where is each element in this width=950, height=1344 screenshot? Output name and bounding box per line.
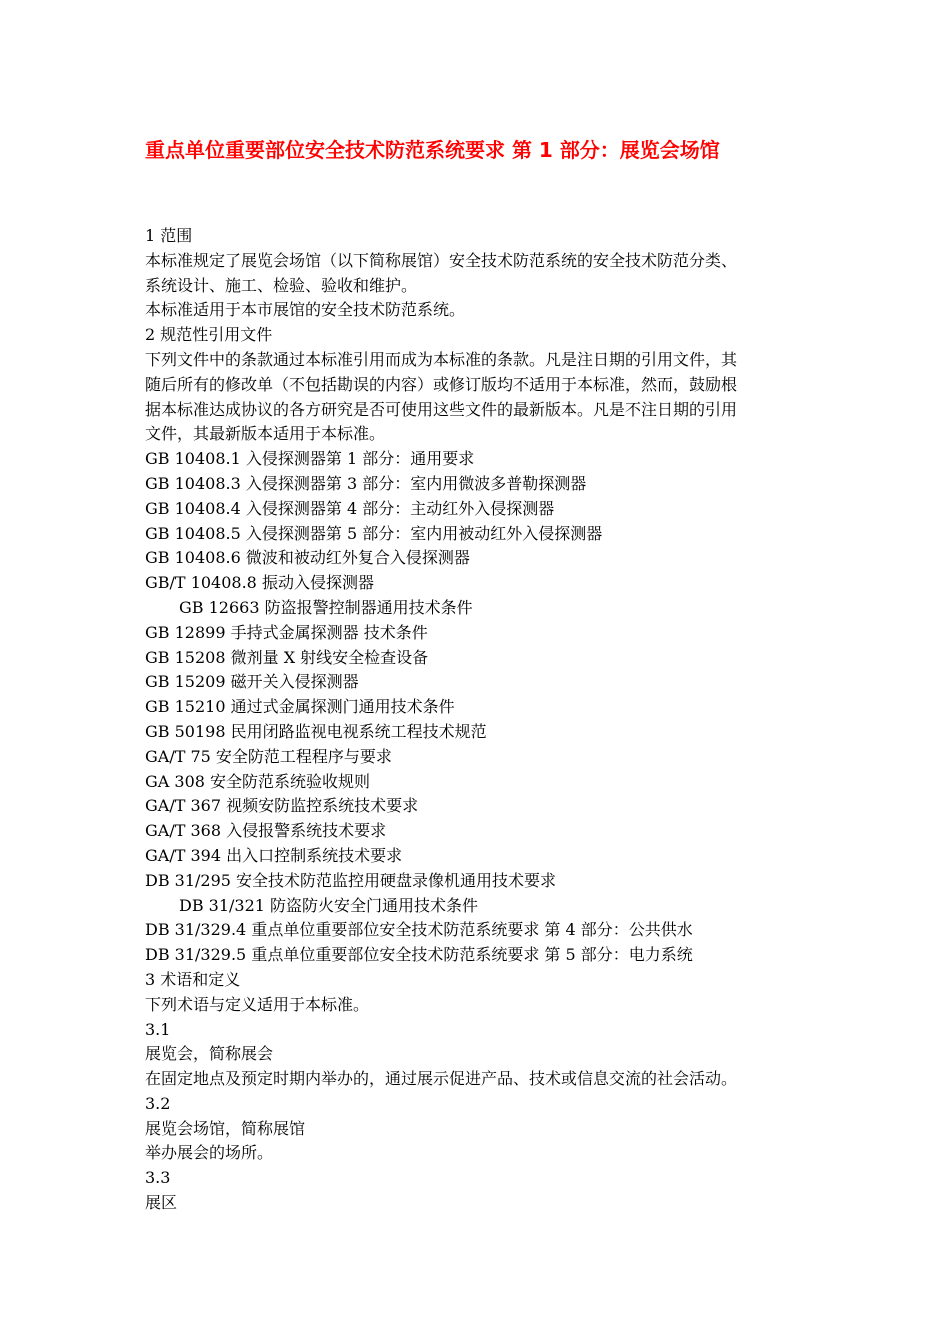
text-line: GB 10408.4 入侵探测器第 4 部分：主动红外入侵探测器 <box>145 498 555 518</box>
text-line: DB 31/321 防盗防火安全门通用技术条件 <box>179 895 479 915</box>
text-line: DB 31/329.4 重点单位重要部位安全技术防范系统要求 第 4 部分：公共供水 <box>145 920 693 940</box>
text-line: GA/T 367 视频安防监控系统技术要求 <box>145 796 419 816</box>
text-line: 3.2 <box>145 1093 171 1113</box>
text-line: 3.1 <box>145 1019 171 1039</box>
text-line: 展览会场馆，简称展馆 <box>145 1118 306 1138</box>
text-line: 2 规范性引用文件 <box>145 325 273 345</box>
text-line: 展览会，简称展会 <box>145 1044 274 1064</box>
text-line: 本标准适用于本市展馆的安全技术防范系统。 <box>145 300 466 320</box>
text-line: GB 50198 民用闭路监视电视系统工程技术规范 <box>145 721 487 741</box>
text-line: 1 范围 <box>145 226 193 245</box>
text-line: 展区 <box>145 1193 178 1213</box>
text-line: 本标准规定了展览会场馆（以下简称展馆）安全技术防范系统的安全技术防范分类、 <box>145 250 738 270</box>
text-line: GB 10408.3 入侵探测器第 3 部分：室内用微波多普勒探测器 <box>145 473 587 493</box>
text-line: GB 10408.1 入侵探测器第 1 部分：通用要求 <box>145 449 475 469</box>
text-line: 下列术语与定义适用于本标准。 <box>145 994 370 1014</box>
text-line: GB 15209 磁开关入侵探测器 <box>145 672 359 692</box>
text-line: GB 12663 防盗报警控制器通用技术条件 <box>179 597 473 617</box>
text-line: 在固定地点及预定时期内举办的，通过展示促进产品、技术或信息交流的社会活动。 <box>145 1069 738 1089</box>
text-line: 据本标准达成协议的各方研究是否可使用这些文件的最新版本。凡是不注日期的引用 <box>145 399 738 419</box>
text-line: GB 10408.5 入侵探测器第 5 部分：室内用被动红外入侵探测器 <box>145 523 603 543</box>
text-line: DB 31/295 安全技术防范监控用硬盘录像机通用技术要求 <box>145 870 557 890</box>
document-title: 重点单位重要部位安全技术防范系统要求 第 1 部分：展览会场馆 <box>145 138 720 162</box>
text-line: 随后所有的修改单（不包括勘误的内容）或修订版均不适用于本标准，然而，鼓励根 <box>145 374 738 394</box>
text-line: 3 术语和定义 <box>145 969 241 989</box>
text-line: GB/T 10408.8 振动入侵探测器 <box>145 573 374 593</box>
text-line: GA/T 368 入侵报警系统技术要求 <box>145 821 387 841</box>
text-line: GB 15210 通过式金属探测门通用技术条件 <box>145 697 455 717</box>
text-line: 举办展会的场所。 <box>145 1143 274 1163</box>
text-line: DB 31/329.5 重点单位重要部位安全技术防范系统要求 第 5 部分：电力系统 <box>145 945 693 965</box>
document-body <box>145 224 805 1216</box>
text-line: GA/T 394 出入口控制系统技术要求 <box>145 845 403 865</box>
text-line: GB 15208 微剂量 X 射线安全检查设备 <box>145 647 429 667</box>
text-line: 3.3 <box>145 1168 171 1188</box>
text-line: GB 10408.6 微波和被动红外复合入侵探测器 <box>145 548 470 568</box>
text-line: 系统设计、施工、检验、验收和维护。 <box>145 275 418 295</box>
text-line: 文件，其最新版本适用于本标准。 <box>145 424 386 444</box>
text-line: GA/T 75 安全防范工程程序与要求 <box>145 746 392 766</box>
text-line: 下列文件中的条款通过本标准引用而成为本标准的条款。凡是注日期的引用文件，其 <box>145 349 738 369</box>
text-line: GA 308 安全防范系统验收规则 <box>145 771 371 791</box>
text-line: GB 12899 手持式金属探测器 技术条件 <box>145 622 428 642</box>
